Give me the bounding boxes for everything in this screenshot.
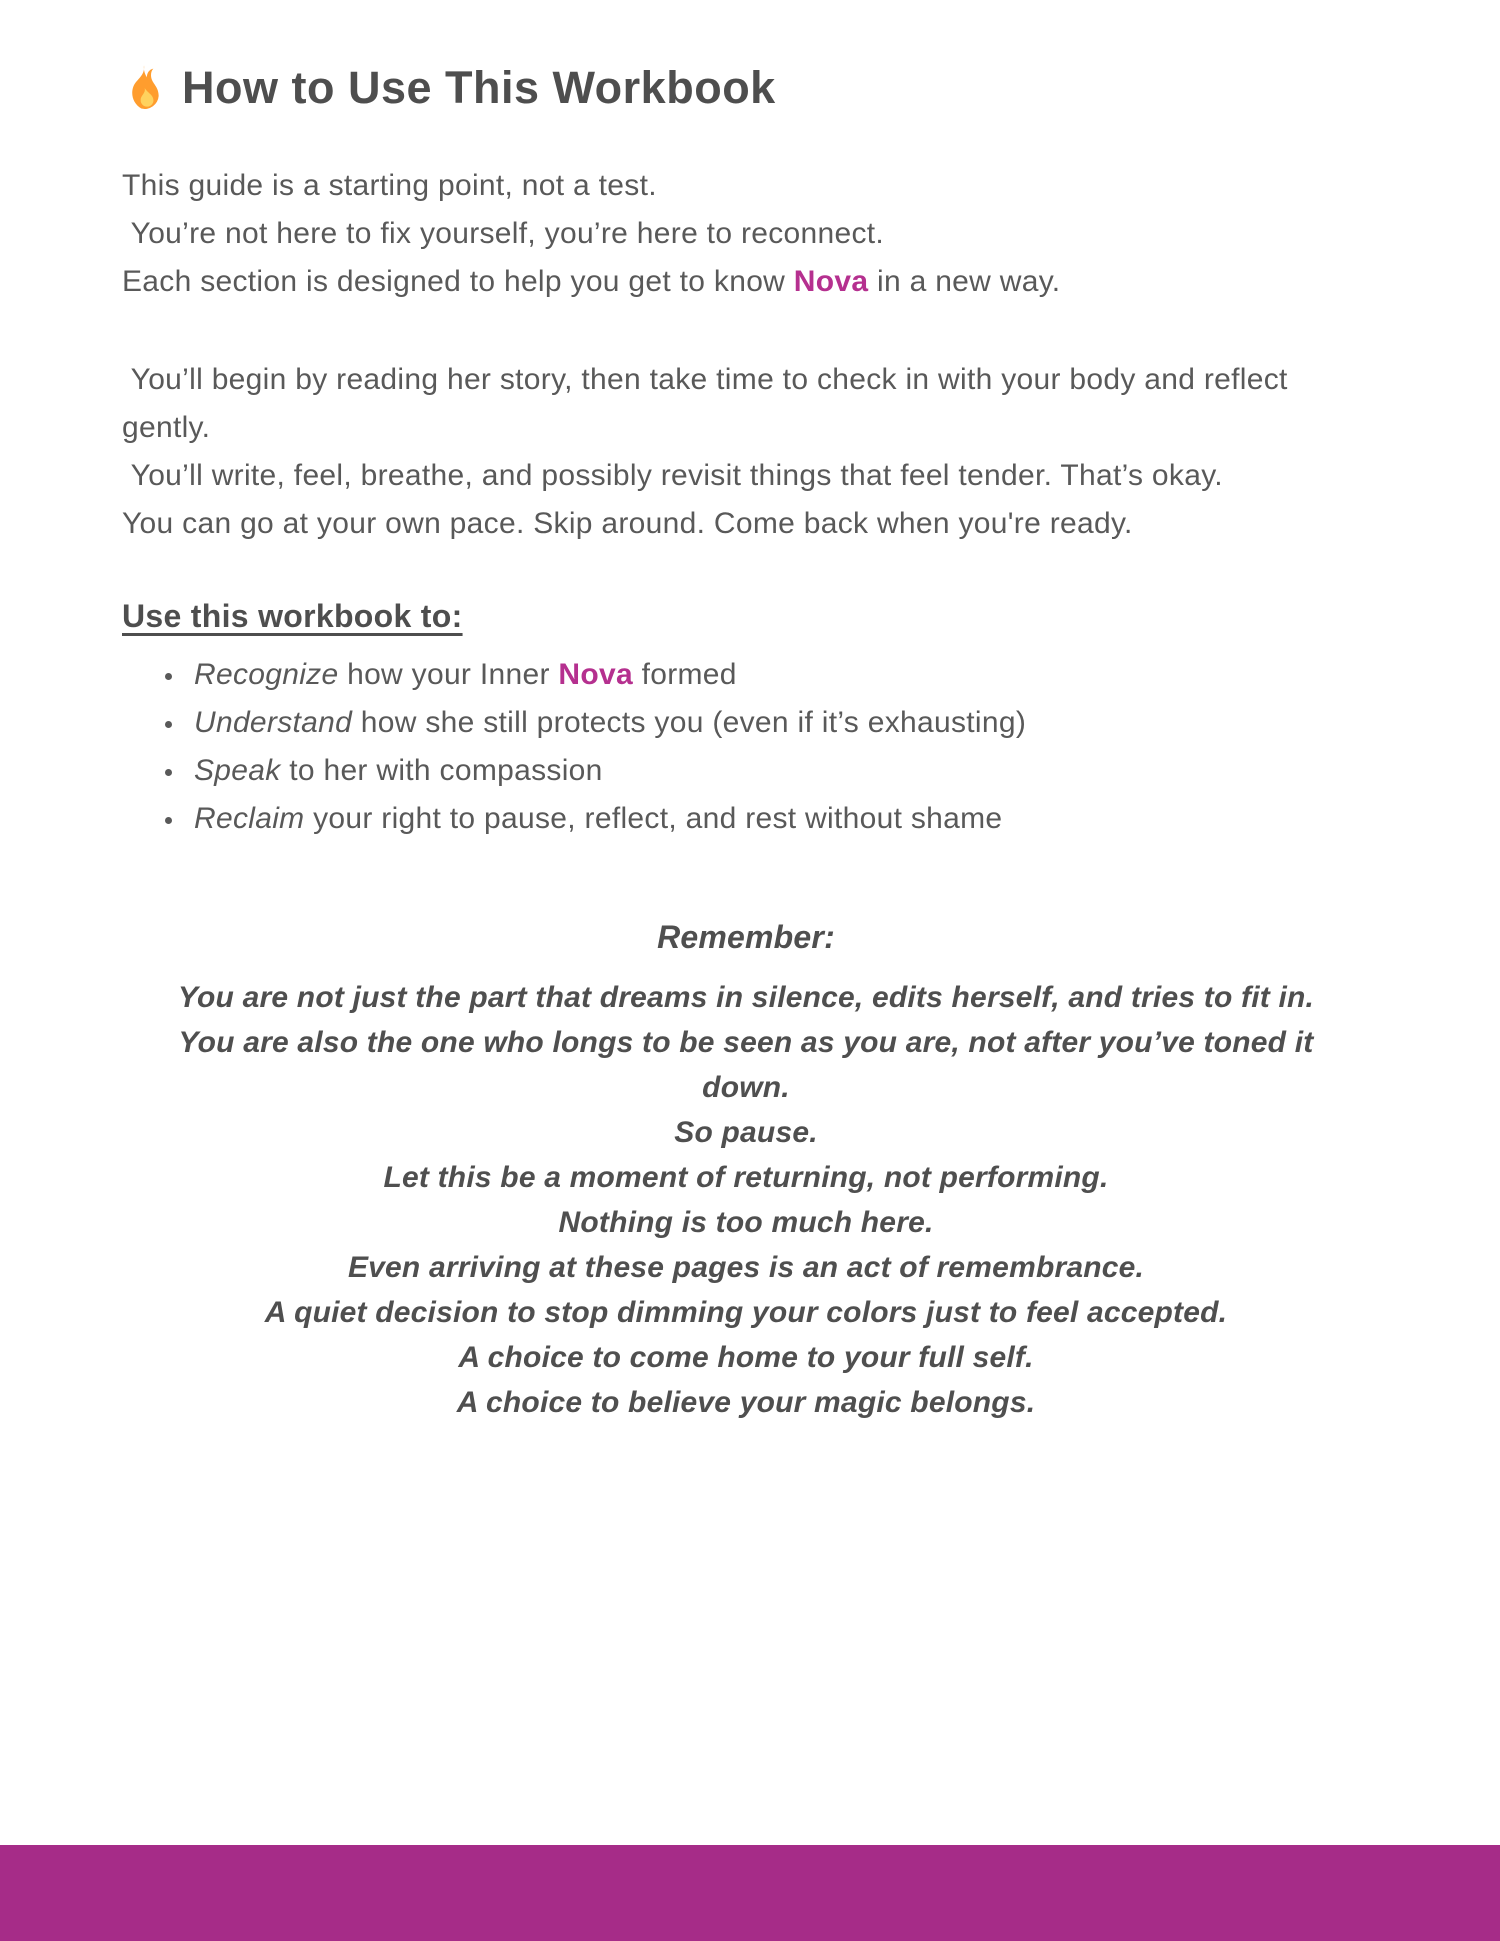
- bullet-text: how she still protects you (even if it’s exhausting): [352, 706, 1027, 739]
- bullet-text: to her with compassion: [280, 754, 603, 787]
- remember-line: Even arriving at these pages is an act of remembrance.: [347, 1251, 1145, 1284]
- page-title: How to Use This Workbook: [182, 62, 776, 113]
- use-workbook-heading: Use this workbook to:: [122, 598, 463, 634]
- list-item: [186, 795, 1370, 843]
- bullet-lead: Speak: [194, 754, 281, 787]
- second-paragraph: [122, 356, 1370, 548]
- remember-line: A choice to come home to your full self.: [458, 1341, 1034, 1374]
- bullet-lead: Reclaim: [194, 802, 305, 835]
- remember-line: So pause.: [674, 1116, 818, 1149]
- intro-line-3-post: in a new way.: [868, 265, 1061, 298]
- bullet-text: your right to pause, reflect, and rest without shame: [304, 802, 1003, 835]
- list-item: [186, 747, 1370, 795]
- footer-accent-bar: [0, 1845, 1500, 1941]
- use-workbook-list: [122, 651, 1370, 843]
- second-line-2: You’ll write, feel, breathe, and possibly revisit things that feel tender. That’s okay.: [122, 459, 1223, 492]
- remember-section: [131, 913, 1361, 1425]
- bullet-lead: Understand: [194, 706, 353, 739]
- fire-icon: [122, 64, 166, 112]
- remember-line: A quiet decision to stop dimming your colors just to feel accepted.: [264, 1296, 1228, 1329]
- intro-paragraph: [122, 162, 1370, 306]
- remember-line: You are also the one who longs to be seen as you are, not after you’ve toned it down.: [178, 1026, 1314, 1104]
- intro-line-3: [122, 258, 1370, 306]
- intro-line-3-pre: Each section is designed to help you get to know: [122, 265, 794, 298]
- bullet-text: how your Inner: [338, 658, 559, 691]
- remember-line: Nothing is too much here.: [558, 1206, 934, 1239]
- remember-heading: Remember:: [657, 919, 835, 955]
- intro-line-2: You’re not here to fix yourself, you’re here to reconnect.: [122, 217, 885, 250]
- intro-line-1: This guide is a starting point, not a test.: [122, 169, 657, 202]
- remember-line: Let this be a moment of returning, not performing.: [383, 1161, 1109, 1194]
- remember-line: A choice to believe your magic belongs.: [456, 1386, 1036, 1419]
- bullet-text: formed: [632, 658, 737, 691]
- list-item: [186, 699, 1370, 747]
- second-line-1: You’ll begin by reading her story, then take time to check in with your body and reflect gently.: [122, 363, 1297, 444]
- title-row: [122, 62, 1370, 114]
- list-item: [186, 651, 1370, 699]
- bullet-lead: Recognize: [194, 658, 339, 691]
- second-line-3: You can go at your own pace. Skip around. Come back when you're ready.: [122, 507, 1133, 540]
- remember-line: You are not just the part that dreams in silence, edits herself, and tries to fit in.: [177, 981, 1315, 1014]
- nova-name: Nova: [558, 658, 633, 691]
- nova-name: Nova: [793, 265, 869, 298]
